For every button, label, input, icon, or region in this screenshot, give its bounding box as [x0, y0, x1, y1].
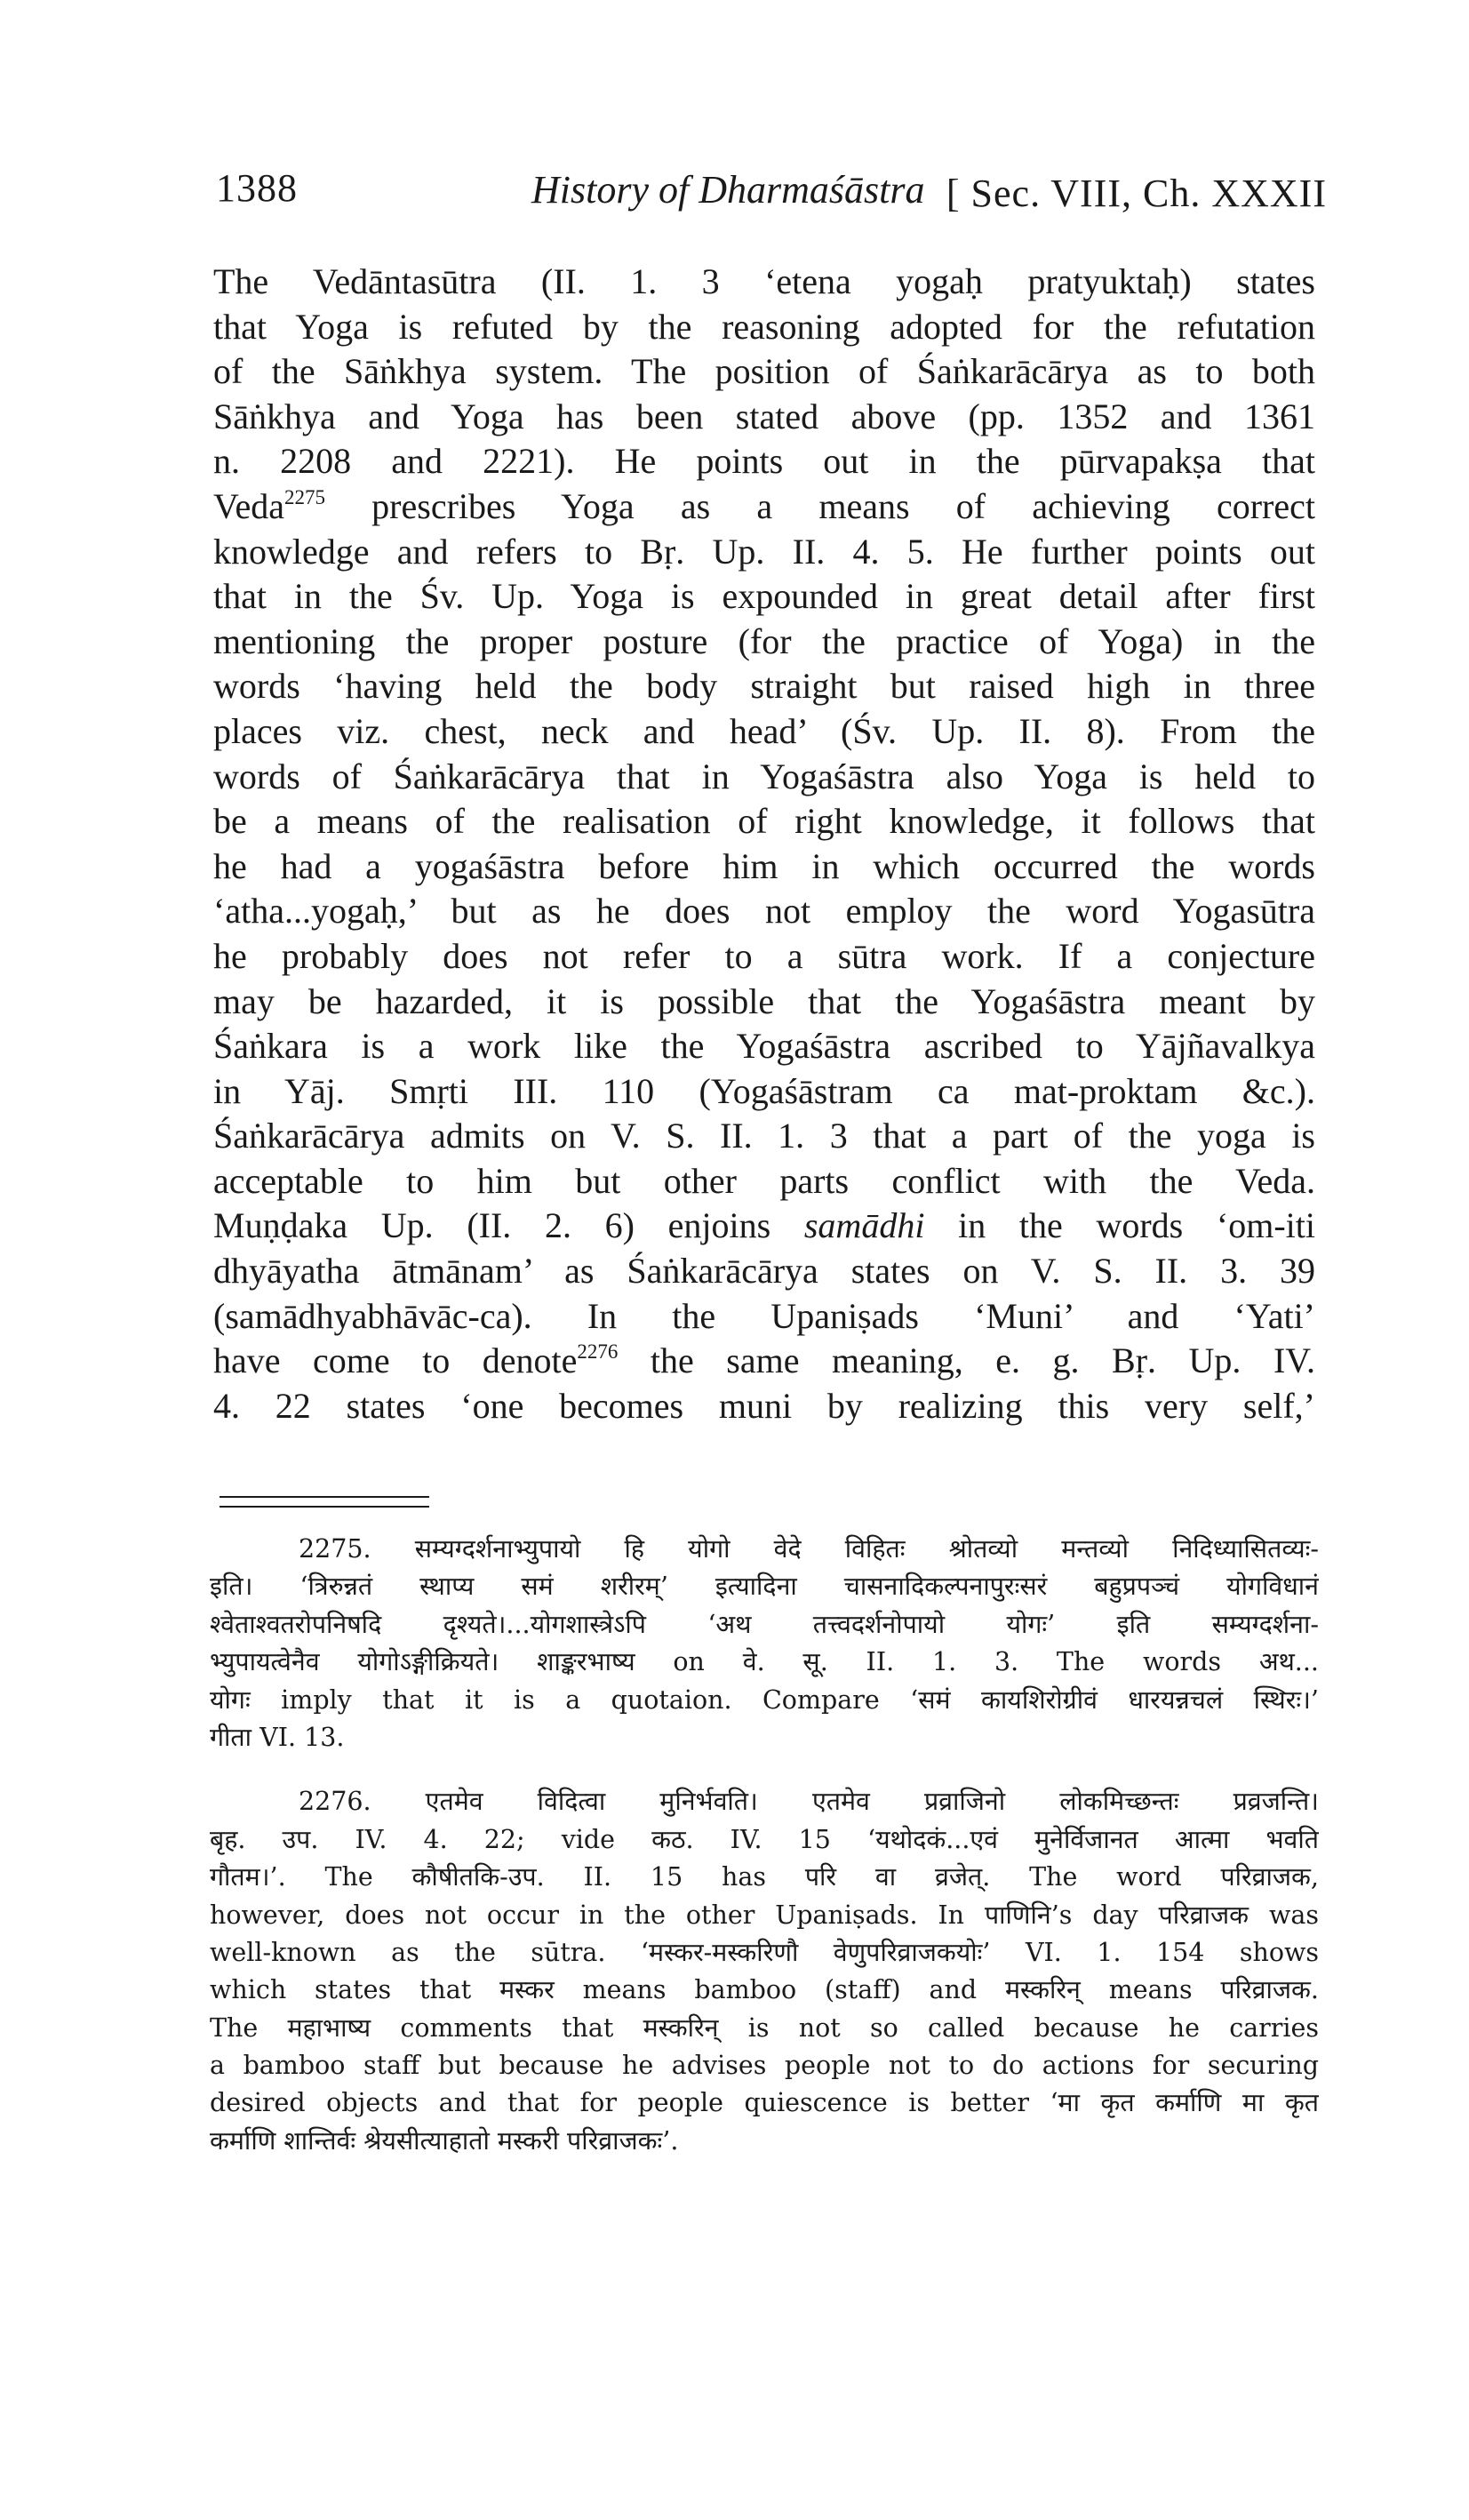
main-paragraph: [213, 260, 1315, 1428]
text-line: in Yāj. Smṛti III. 110 (Yogaśāstram ca mat-proktam &c.).: [213, 1070, 1315, 1111]
text-line: The Vedāntasūtra (II. 1. 3 ‘etena yogaḥ pratyuktaḥ) states: [213, 261, 1315, 301]
text-line: knowledge and refers to Bṛ. Up. II. 4. 5. He further points out: [213, 531, 1315, 572]
footnote-line: श्वेताश्वतरोपनिषदि दृश्यते।...योगशास्त्रेऽपि ‘अथ तत्त्वदर्शनोपायो योगः’ इति सम्यग्दर्शना-: [210, 1609, 1319, 1639]
text-fragment: the same meaning, e. g. Bṛ. Up. IV.: [618, 1340, 1315, 1381]
footnote-line: कर्माणि शान्तिर्वः श्रेयसीत्याहातो मस्करी परिव्राजकः’.: [210, 2125, 679, 2156]
text-line: be a means of the realisation of right knowledge, it follows that: [213, 801, 1315, 842]
footnote-rule-top: [220, 1496, 429, 1498]
footnote-line: The महाभाष्य comments that मस्करिन् is not so called because he carries: [210, 2012, 1319, 2043]
footnote-line: बृह. उप. IV. 4. 22; vide कठ. IV. 15 ‘यथोदकं...एवं मुनेर्विजानत आत्मा भवति: [210, 1824, 1319, 1854]
footnote-rule-bottom: [220, 1506, 429, 1508]
footnote-line: इति। ‘त्रिरुन्नतं स्थाप्य समं शरीरम्’ इत्यादिना चासनादिकल्पनापुरःसरं बहुप्रपञ्चं योगविधानं: [210, 1572, 1319, 1602]
footnote-line: 2276. एतमेव विदित्वा मुनिर्भवति। एतमेव प्रव्राजिनो लोकमिच्छन्तः प्रव्रजन्ति।: [299, 1787, 1319, 1817]
text-line: Śaṅkara is a work like the Yogaśāstra ascribed to Yājñavalkya: [213, 1026, 1315, 1067]
footnote-marker: 2276: [577, 1340, 619, 1364]
text-line: that Yoga is refuted by the reasoning adopted for the refutation: [213, 306, 1315, 347]
text-line: acceptable to him but other parts conflict with the Veda.: [213, 1160, 1315, 1201]
text-line: may be hazarded, it is possible that the Yogaśāstra meant by: [213, 980, 1315, 1021]
text-line: that in the Śv. Up. Yoga is expounded in great detail after first: [213, 576, 1315, 617]
text-line: words ‘having held the body straight but raised high in three: [213, 666, 1315, 707]
footnote-line: गीता VI. 13.: [210, 1722, 345, 1752]
footnote-line: well-known as the sūtra. ‘मस्कर-मस्करिणौ वेणुपरिव्राजकयोः’ VI. 1. 154 shows: [210, 1937, 1319, 1967]
footnote-line: which states that मस्कर means bamboo (staff) and मस्करिन् means परिव्राजक.: [210, 1975, 1319, 2005]
text-line: of the Sāṅkhya system. The position of Śaṅkarācārya as to both: [213, 351, 1315, 392]
text-line: words of Śaṅkarācārya that in Yogaśāstra also Yoga is held to: [213, 756, 1315, 796]
footnote-2276: [210, 1783, 1319, 2160]
footnote-line: however, does not occur in the other Upaniṣads. In पाणिनि’s day परिव्राजक was: [210, 1900, 1319, 1930]
text-line: Śaṅkarācārya admits on V. S. II. 1. 3 that a part of the yoga is: [213, 1116, 1315, 1156]
footnote-line: योगः imply that it is a quotaion. Compare ‘समं कायशिरोग्रीवं धारयन्नचलं स्थिरः।’: [210, 1684, 1319, 1715]
footnote-2275: [210, 1531, 1319, 1756]
footnote-line: desired objects and that for people quiescence is better ‘मा कृत कर्माणि मा कृत: [210, 2088, 1319, 2118]
footnote-gap: [210, 1756, 1319, 1783]
text-line: 4. 22 states ‘one becomes muni by realizing this very self,’: [213, 1385, 1315, 1426]
page-number: 1388: [216, 166, 298, 210]
text-line: [213, 484, 1315, 530]
text-line: mentioning the proper posture (for the practice of Yoga) in the: [213, 620, 1315, 661]
running-title: History of Dharmaśāstra: [531, 168, 925, 212]
text-line: he had a yogaśāstra before him in which occurred the words: [213, 845, 1315, 886]
running-head: [216, 158, 1327, 220]
text-line: n. 2208 and 2221). He points out in the pūrvapakṣa that: [213, 441, 1315, 482]
text-line: Muṇḍaka Up. (II. 2. 6) enjoins samādhi in the words ‘om-iti: [213, 1205, 1315, 1246]
footnote-line: भ्युपायत्वेनैव योगोऽङ्गीक्रियते। शाङ्करभाष्य on वे. सू. II. 1. 3. The words अथ...: [210, 1647, 1319, 1677]
text-fragment: prescribes Yoga as a means of achieving correct: [324, 485, 1315, 526]
text-fragment: Veda: [213, 485, 284, 526]
text-line: Sāṅkhya and Yoga has been stated above (pp. 1352 and 1361: [213, 396, 1315, 436]
text-line: places viz. chest, neck and head’ (Śv. Up. II. 8). From the: [213, 710, 1315, 751]
footnote-line: a bamboo staff but because he advises people not to do actions for securing: [210, 2051, 1319, 2081]
text-line: dhyāyatha ātmānam’ as Śaṅkarācārya states on V. S. II. 3. 39: [213, 1251, 1315, 1292]
italic-term: samādhi: [803, 1205, 925, 1246]
footnote-marker: 2275: [283, 485, 325, 508]
text-line: (samādhyabhāvāc-ca). In the Upaniṣads ‘Muni’ and ‘Yati’: [213, 1295, 1315, 1336]
footnote-line: गौतम।’. The कौषीतकि-उप. II. 15 has परि वा व्रजेत्. The word परिव्राजक,: [210, 1862, 1319, 1892]
text-line: ‘atha...yogaḥ,’ but as he does not employ the word Yogasūtra: [213, 891, 1315, 932]
text-fragment: have come to denote: [213, 1340, 578, 1381]
running-section: [ Sec. VIII, Ch. XXXII: [946, 172, 1327, 215]
text-line: [213, 1339, 1315, 1384]
footnotes: [210, 1531, 1319, 2160]
text-line: he probably does not refer to a sūtra work. If a conjecture: [213, 935, 1315, 976]
footnote-line: 2275. सम्यग्दर्शनाभ्युपायो हि योगो वेदे विहितः श्रोतव्यो मन्तव्यो निदिध्यासितव्यः-: [299, 1534, 1319, 1564]
